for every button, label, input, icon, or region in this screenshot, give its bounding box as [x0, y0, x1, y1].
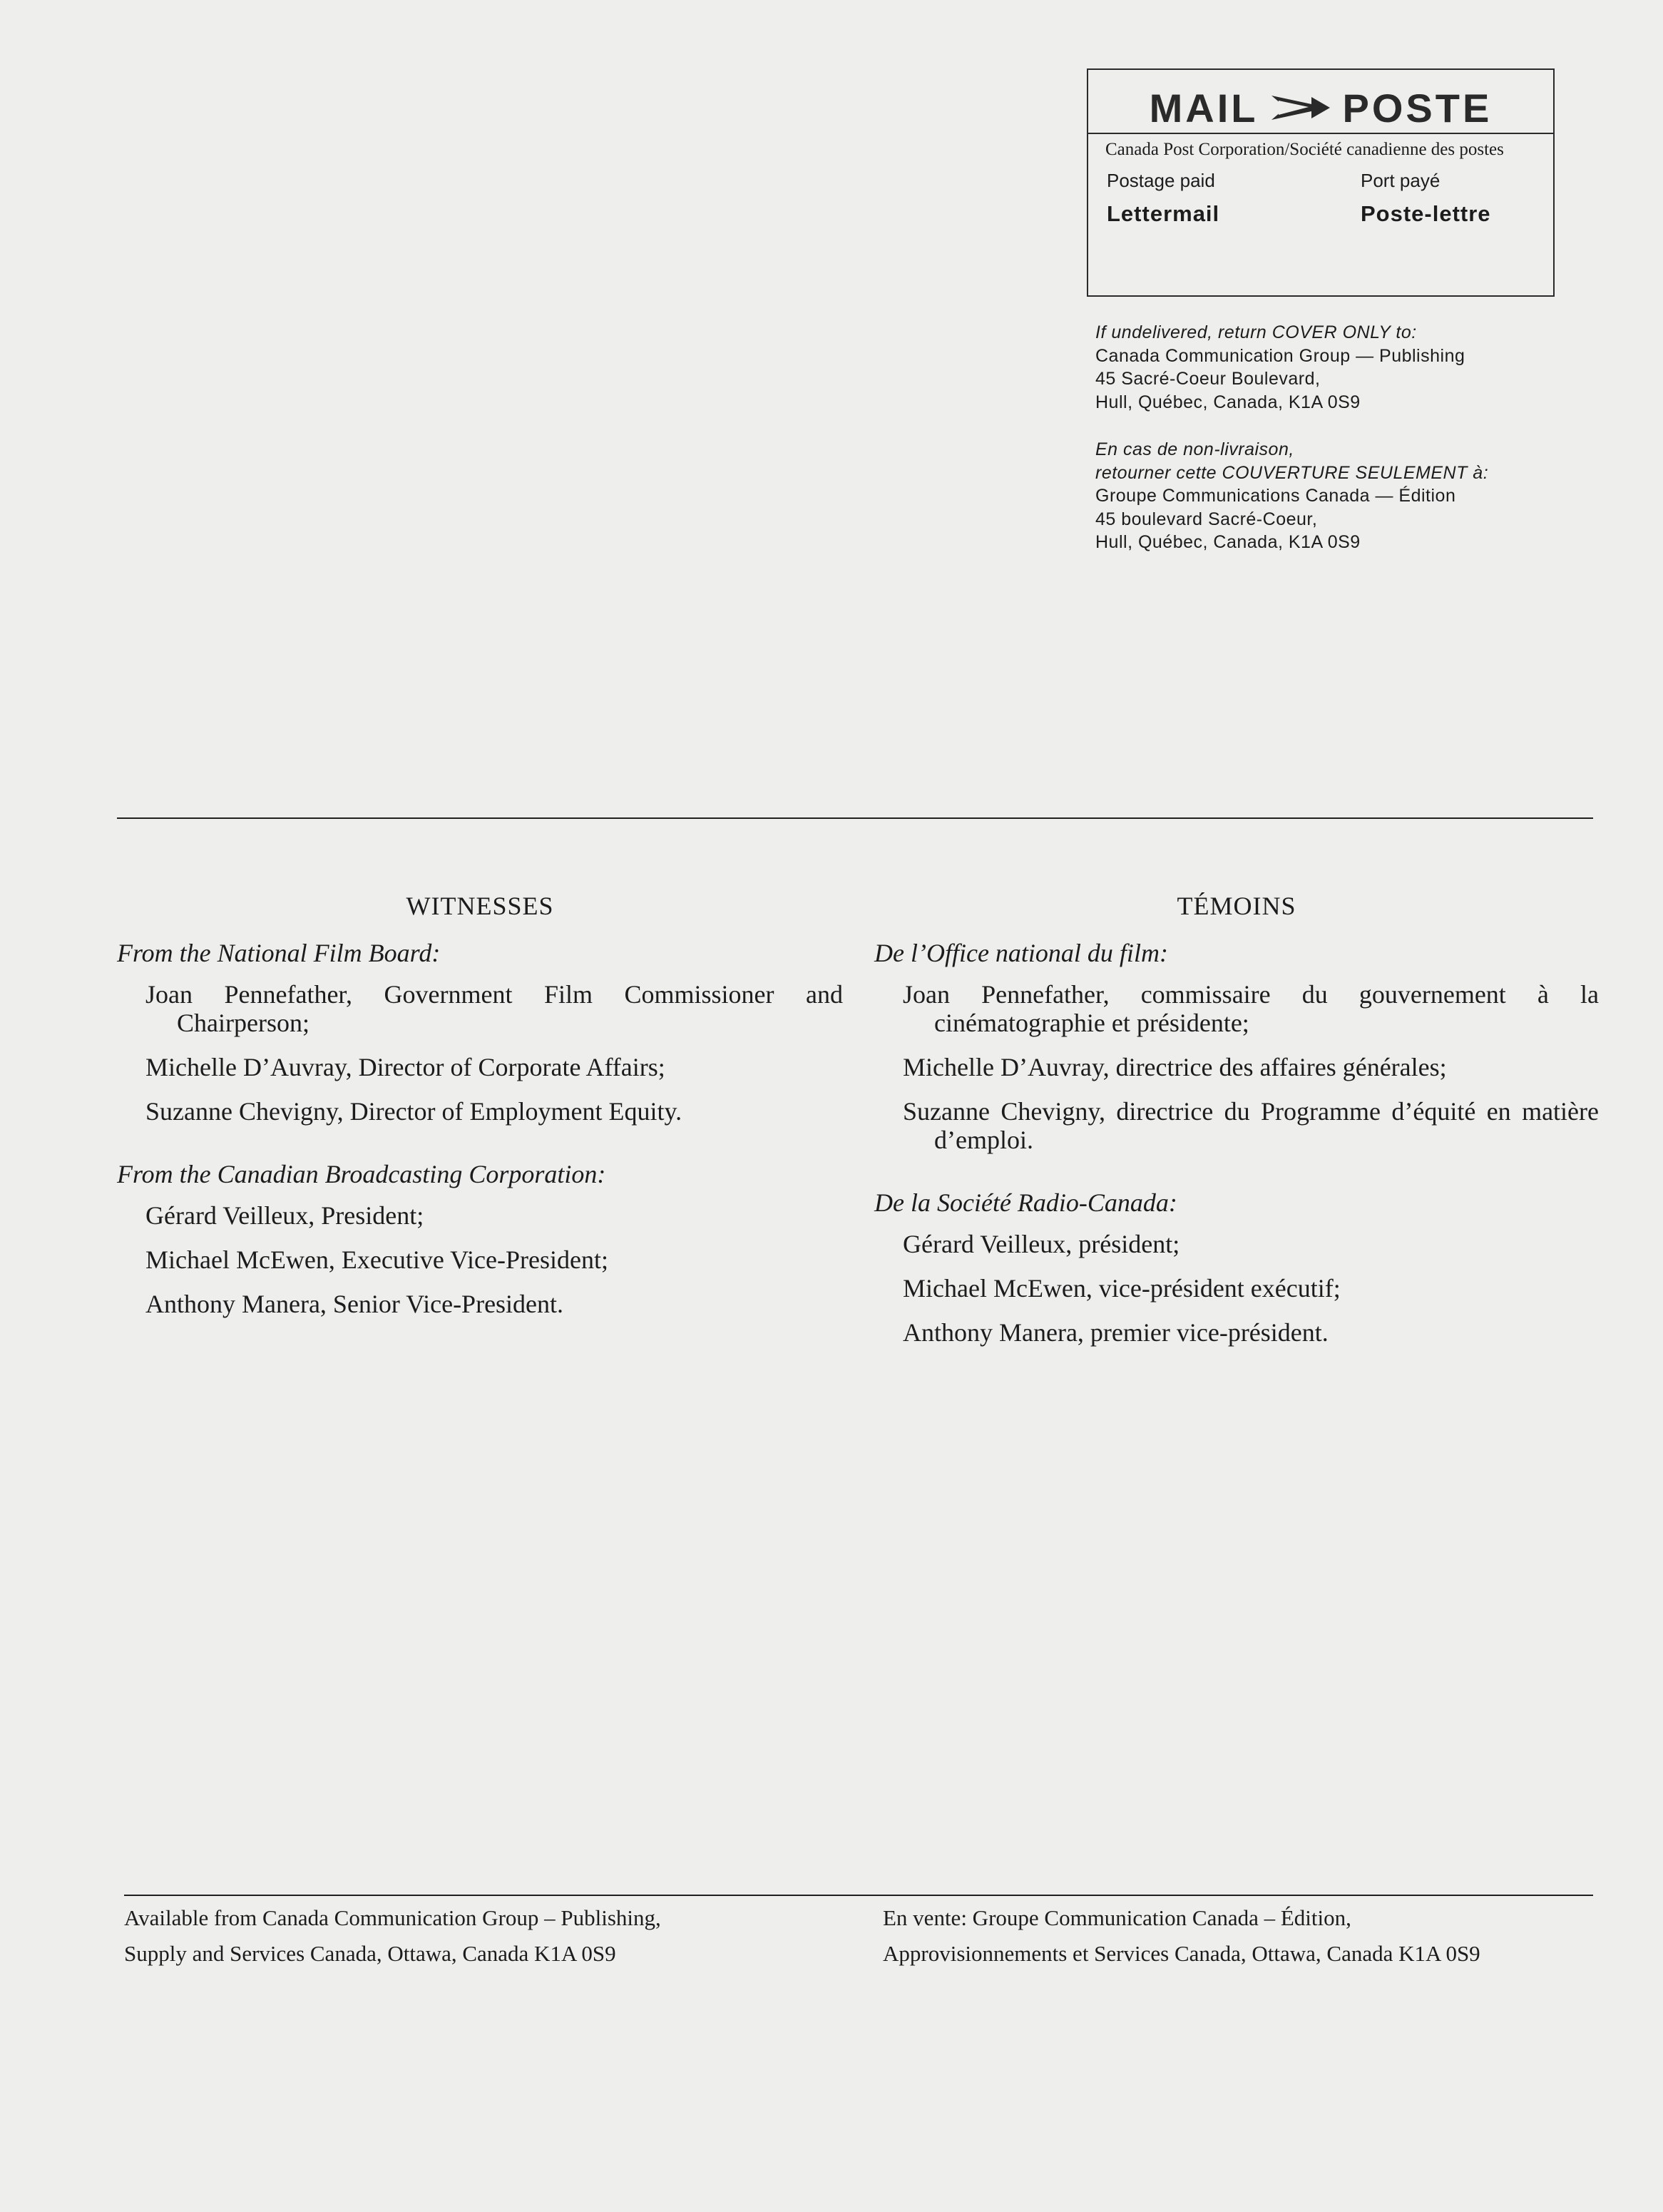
- witness-entry: Michelle D’Auvray, directrice des affaires générales;: [903, 1053, 1447, 1081]
- org-cbc: From the Canadian Broadcasting Corporation:: [117, 1160, 606, 1188]
- witness-entry: Joan Pennefather, commissaire du gouvernement à la cinématographie et présidente;: [903, 980, 1599, 1037]
- org-nfb: From the National Film Board:: [117, 939, 441, 967]
- return-address-en: [1095, 321, 1465, 414]
- return-fr-line: Hull, Québec, Canada, K1A 0S9: [1095, 532, 1361, 552]
- return-en-line: 45 Sacré-Coeur Boulevard,: [1095, 369, 1321, 389]
- temoins-heading: TÉMOINS: [1177, 892, 1296, 920]
- return-fr-line: En cas de non-livraison,: [1095, 439, 1294, 459]
- witness-entry: Gérard Veilleux, président;: [903, 1230, 1180, 1258]
- stamp-corporation: Canada Post Corporation/Société canadienne des postes: [1105, 140, 1504, 159]
- witness-entry: Anthony Manera, premier vice-président.: [903, 1318, 1329, 1347]
- return-address-fr: [1095, 438, 1488, 554]
- footer-fr-line: En vente: Groupe Communication Canada – Édition,: [883, 1905, 1351, 1930]
- return-fr-line: 45 boulevard Sacré-Coeur,: [1095, 509, 1318, 529]
- stamp-lettermail: Lettermail: [1107, 201, 1220, 226]
- org-src: De la Société Radio-Canada:: [874, 1188, 1177, 1217]
- witness-entry: Gérard Veilleux, President;: [145, 1201, 424, 1230]
- witness-entry: Suzanne Chevigny, directrice du Programme d’équité en matière d’emploi.: [903, 1097, 1599, 1154]
- witnesses-french: [874, 892, 1599, 1362]
- witnesses-english: [117, 892, 843, 1334]
- top-divider: [117, 817, 1593, 819]
- witness-entry: Suzanne Chevigny, Director of Employment Equity.: [145, 1097, 682, 1126]
- return-fr-line: retourner cette COUVERTURE SEULEMENT à:: [1095, 462, 1489, 483]
- witness-entry: Michael McEwen, vice-président exécutif;: [903, 1274, 1341, 1303]
- mail-poste-stamp: [1087, 68, 1555, 297]
- return-en-line: Hull, Québec, Canada, K1A 0S9: [1095, 392, 1361, 412]
- return-fr-line: Groupe Communications Canada — Édition: [1095, 486, 1456, 506]
- footer-english: [124, 1900, 661, 1972]
- return-en-line: Canada Communication Group — Publishing: [1095, 345, 1465, 366]
- stamp-poste-label: POSTE: [1342, 85, 1493, 131]
- witnesses-heading: WITNESSES: [406, 892, 554, 920]
- org-onf: De l’Office national du film:: [874, 939, 1168, 967]
- stamp-postage-paid: Postage paid: [1107, 170, 1215, 191]
- witness-entry: Joan Pennefather, Government Film Commissioner and Chairperson;: [145, 980, 843, 1037]
- stamp-divider: [1088, 133, 1553, 134]
- stamp-poste-lettre: Poste-lettre: [1361, 201, 1491, 226]
- witness-entry: Michelle D’Auvray, Director of Corporate Affairs;: [145, 1053, 665, 1081]
- bottom-divider: [124, 1895, 1593, 1896]
- return-en-line: If undelivered, return COVER ONLY to:: [1095, 322, 1417, 342]
- arrow-logo-icon: [1269, 88, 1333, 127]
- footer-en-line: Available from Canada Communication Group – Publishing,: [124, 1905, 661, 1930]
- stamp-port-paye: Port payé: [1361, 170, 1441, 191]
- stamp-mail-label: MAIL: [1149, 85, 1259, 131]
- footer-fr-line: Approvisionnements et Services Canada, Ottawa, Canada K1A 0S9: [883, 1941, 1480, 1966]
- footer-en-line: Supply and Services Canada, Ottawa, Canada K1A 0S9: [124, 1941, 616, 1966]
- stamp-brand: [1088, 83, 1553, 133]
- witness-entry: Anthony Manera, Senior Vice-President.: [145, 1290, 564, 1318]
- witness-entry: Michael McEwen, Executive Vice-President;: [145, 1245, 608, 1274]
- footer-french: [883, 1900, 1480, 1972]
